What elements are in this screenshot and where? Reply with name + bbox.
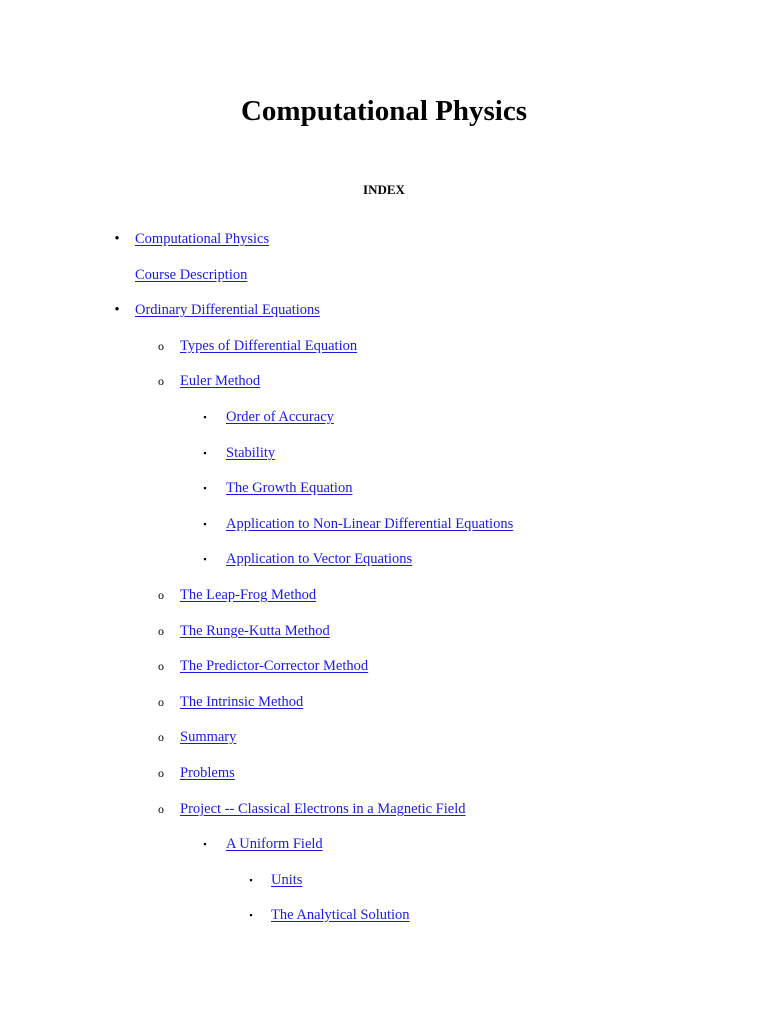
toc-link[interactable]: A Uniform Field	[226, 836, 323, 852]
toc-link[interactable]: Order of Accuracy	[226, 409, 334, 425]
toc-item	[180, 620, 330, 642]
disc-bullet-icon: •	[114, 231, 120, 247]
square-bullet-icon: ▪	[249, 875, 253, 885]
toc-link[interactable]: The Predictor-Corrector Method	[180, 658, 369, 674]
square-bullet-icon: ▪	[203, 554, 207, 564]
toc-item	[271, 869, 302, 891]
circle-bullet-icon: o	[158, 802, 164, 816]
toc-link[interactable]: The Leap-Frog Method	[180, 587, 317, 603]
toc-item	[271, 904, 410, 926]
toc-item	[180, 726, 236, 748]
page-title: Computational Physics	[240, 95, 527, 127]
square-bullet-icon: ▪	[203, 412, 207, 422]
toc-item	[180, 370, 260, 392]
toc-link[interactable]: Application to Non-Linear Differential Equations	[226, 516, 514, 532]
toc-link[interactable]: Types of Differential Equation	[180, 338, 358, 354]
circle-bullet-icon: o	[158, 374, 164, 388]
toc-link[interactable]: Euler Method	[180, 373, 261, 389]
circle-bullet-icon: o	[158, 339, 164, 353]
square-bullet-icon: ▪	[203, 519, 207, 529]
toc-item	[226, 833, 323, 855]
circle-bullet-icon: o	[158, 588, 164, 602]
toc-link[interactable]: Problems	[180, 765, 235, 781]
circle-bullet-icon: o	[158, 624, 164, 638]
toc-link[interactable]: Stability	[226, 445, 276, 461]
toc-link[interactable]: Summary	[180, 729, 237, 745]
toc-item	[180, 655, 368, 677]
toc-item	[180, 691, 303, 713]
toc-item	[226, 513, 513, 535]
toc-link[interactable]: The Analytical Solution	[271, 907, 410, 923]
toc-item	[135, 299, 320, 321]
toc-link[interactable]: Units	[271, 872, 303, 888]
circle-bullet-icon: o	[158, 766, 164, 780]
toc-item	[180, 798, 466, 820]
toc-item	[135, 228, 269, 250]
toc-item	[226, 548, 412, 570]
toc-item	[226, 477, 352, 499]
toc-link[interactable]: The Intrinsic Method	[180, 694, 304, 710]
circle-bullet-icon: o	[158, 730, 164, 744]
circle-bullet-icon: o	[158, 695, 164, 709]
toc-item	[180, 335, 357, 357]
toc-link[interactable]: Project -- Classical Electrons in a Magnetic Field	[180, 801, 466, 817]
square-bullet-icon: ▪	[203, 839, 207, 849]
toc-item	[180, 584, 316, 606]
toc-link[interactable]: Computational Physics	[135, 231, 270, 247]
disc-bullet-icon: •	[114, 302, 120, 318]
index-heading: INDEX	[363, 182, 405, 197]
square-bullet-icon: ▪	[203, 448, 207, 458]
toc-item	[180, 762, 235, 784]
toc-link[interactable]: The Runge-Kutta Method	[180, 623, 330, 639]
toc-link[interactable]: Ordinary Differential Equations	[135, 302, 320, 318]
toc-link[interactable]: Application to Vector Equations	[226, 551, 413, 567]
toc-link[interactable]: Course Description	[135, 267, 248, 283]
square-bullet-icon: ▪	[203, 483, 207, 493]
toc-item	[226, 406, 334, 428]
toc-link[interactable]: The Growth Equation	[226, 480, 353, 496]
toc-item	[135, 264, 247, 286]
toc-item	[226, 442, 275, 464]
circle-bullet-icon: o	[158, 659, 164, 673]
square-bullet-icon: ▪	[249, 910, 253, 920]
